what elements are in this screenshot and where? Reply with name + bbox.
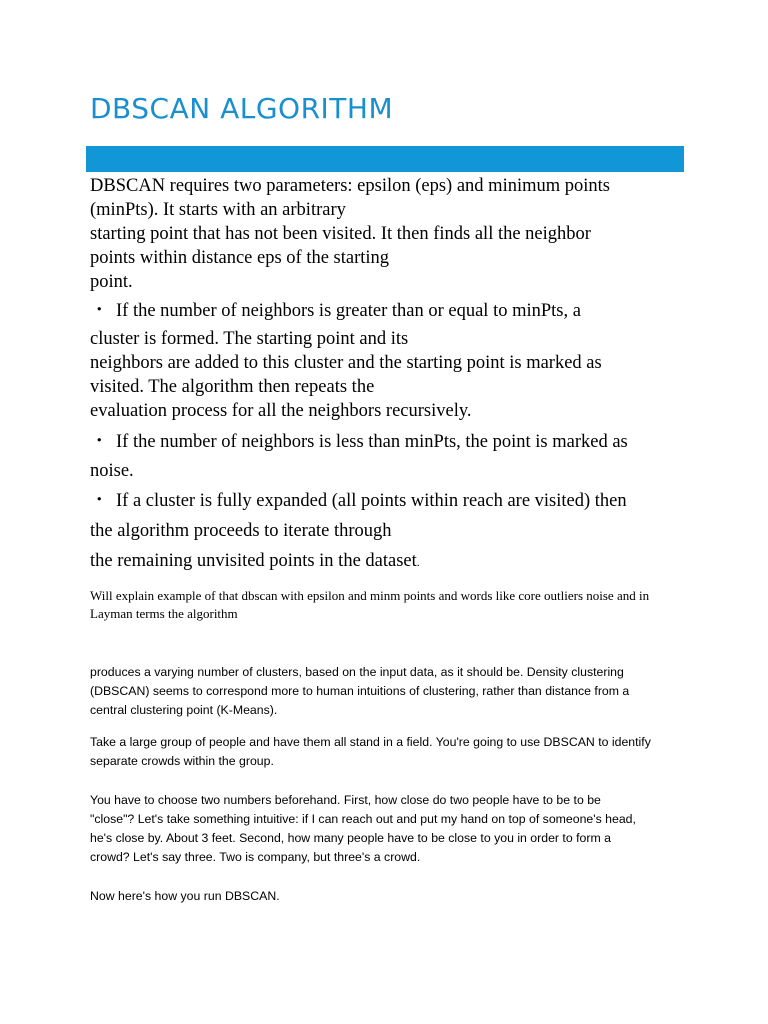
trailing-period: . (416, 555, 420, 569)
body-line: produces a varying number of clusters, based on the input data, as it should be. Density clustering (90, 665, 624, 679)
note-line: Layman terms the algorithm (90, 606, 238, 621)
bullet-continuation: cluster is formed. The starting point and its (90, 329, 409, 349)
body-line: You have to choose two numbers beforehand. First, how close do two people have to be to be (90, 793, 601, 807)
body-line: central clustering point (K-Means). (90, 703, 278, 717)
bullet-item-line (90, 430, 628, 454)
intro-line: points within distance eps of the starting (90, 248, 390, 268)
bullet-continuation: noise. (90, 461, 134, 481)
bullet-icon: ・ (90, 491, 109, 511)
intro-line: starting point that has not been visited. It then finds all the neighbor (90, 224, 591, 244)
body-line: Take a large group of people and have them all stand in a field. You're going to use DBSCAN to identify (90, 735, 651, 749)
bullet-continuation: the algorithm proceeds to iterate through (90, 521, 392, 541)
bullet-item-line (90, 299, 581, 323)
bullet-text: If a cluster is fully expanded (all points within reach are visited) then (116, 491, 627, 511)
note-line: Will explain example of that dbscan with epsilon and minm points and words like core outliers noise and in (90, 588, 650, 603)
page-title: DBSCAN ALGORITHM (90, 92, 394, 125)
bullet-continuation: neighbors are added to this cluster and the starting point is marked as (90, 353, 602, 373)
title-underline-bar (86, 146, 684, 172)
intro-line: (minPts). It starts with an arbitrary (90, 200, 346, 220)
body-line: he's close by. About 3 feet. Second, how many people have to be close to you in order to form a (90, 831, 611, 845)
bullet-continuation (90, 549, 420, 574)
body-line: (DBSCAN) seems to correspond more to human intuitions of clustering, rather than distance from a (90, 684, 630, 698)
bullet-continuation: evaluation process for all the neighbors recursively. (90, 401, 472, 421)
body-line: Now here's how you run DBSCAN. (90, 889, 280, 903)
bullet-continuation: visited. The algorithm then repeats the (90, 377, 375, 397)
bullet-continuation-text: the remaining unvisited points in the dataset (90, 551, 417, 571)
bullet-text: If the number of neighbors is less than minPts, the point is marked as (116, 432, 628, 452)
body-line: separate crowds within the group. (90, 754, 274, 768)
bullet-icon: ・ (90, 432, 109, 452)
bullet-text: If the number of neighbors is greater than or equal to minPts, a (116, 301, 581, 321)
bullet-icon: ・ (90, 301, 109, 321)
intro-line: DBSCAN requires two parameters: epsilon (eps) and minimum points (90, 176, 610, 196)
body-line: crowd? Let's say three. Two is company, but three's a crowd. (90, 850, 421, 864)
bullet-item-line (90, 489, 627, 513)
body-line: "close"? Let's take something intuitive: if I can reach out and put my hand on top of someone's head, (90, 812, 636, 826)
intro-line: point. (90, 272, 133, 292)
